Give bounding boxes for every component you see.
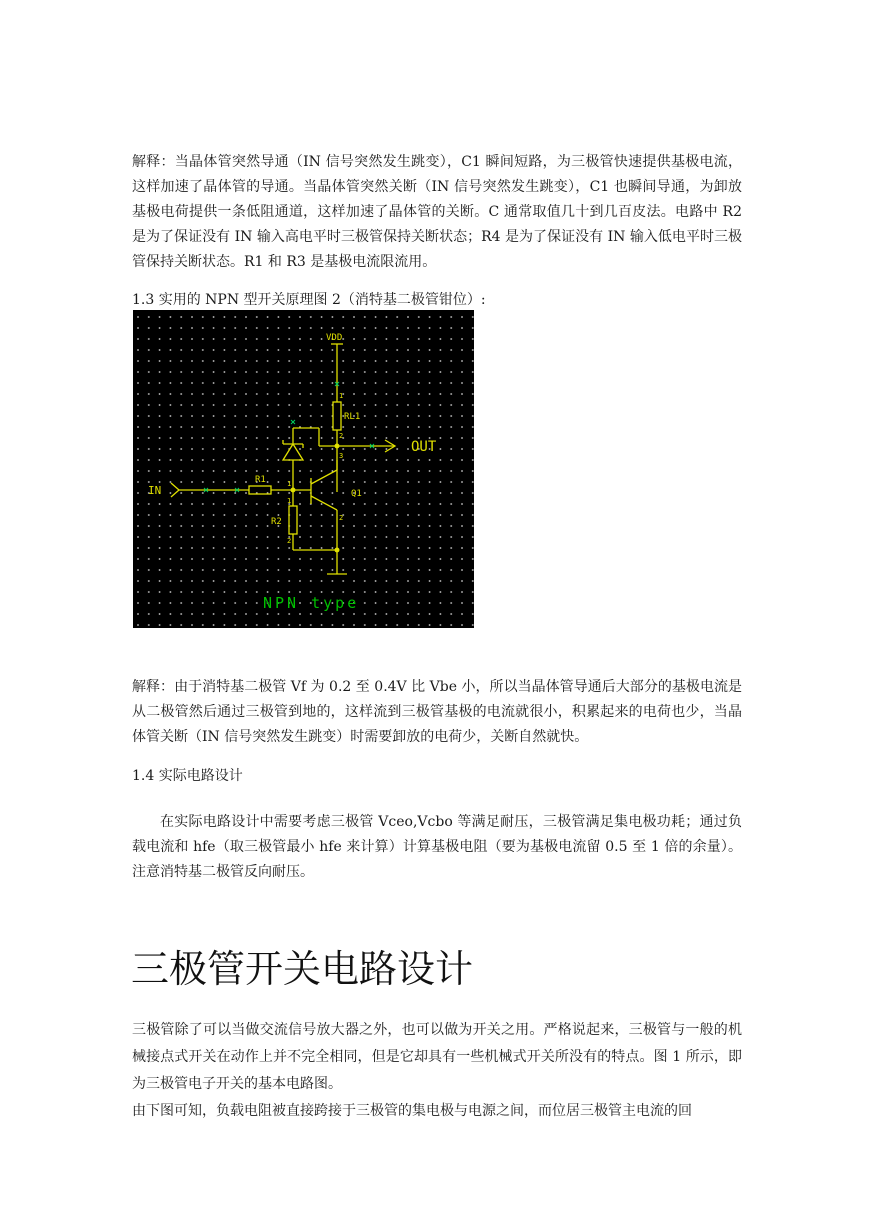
vdd-label: VDD <box>326 333 343 343</box>
pin-label: 1 <box>287 497 292 505</box>
pin-label: 3 <box>339 452 344 460</box>
section-heading-1-4: 1.4 实际电路设计 <box>132 768 243 784</box>
rl1-label: RL1 <box>344 412 361 422</box>
paragraph-intro: 三极管除了可以当做交流信号放大器之外，也可以做为开关之用。严格说起来，三极管与一般的机械接点式开关在动作上并不完全相同，但是它却具有一些机械式开关所没有的特点。图 1 所示，即为三极管电子开关的基本电路图。 <box>132 1022 742 1092</box>
section-heading-1-3: 1.3 实用的 NPN 型开关原理图 2（消特基二极管钳位）: <box>132 292 486 308</box>
out-label: OUT <box>411 439 437 455</box>
pin-label: 1 <box>287 480 292 488</box>
pin-label: 2 <box>339 514 344 522</box>
paragraph-load-resistor: 由下图可知，负载电阻被直接跨接于三极管的集电极与电源之间，而位居三极管主电流的回 <box>132 1103 692 1119</box>
pin-label: 1 <box>339 392 344 400</box>
in-label: IN <box>148 484 162 497</box>
schematic-svg <box>133 310 474 628</box>
page-title: 三极管开关电路设计 <box>131 947 474 991</box>
schematic-caption: NPN type <box>263 594 360 612</box>
pin-label: 2 <box>287 537 292 545</box>
npn-schematic-figure <box>133 310 474 628</box>
paragraph-explanation-1: 解释：当晶体管突然导通（IN 信号突然发生跳变），C1 瞬间短路，为三极管快速提供基极电流，这样加速了晶体管的导通。当晶体管突然关断（IN 信号突然发生跳变），C1 也瞬间导通，为卸放基极电荷提供一条低阻通道，这样加速了晶体管的关断。C 通常取值几十到几百皮法。电路中 R2 是为了保证没有 IN 输入高电平时三极管保持关断状态；R4 是为了保证没有 IN 输入低电平时三极管保持关断状态。R1 和 R3 是基极电流限流用。 <box>132 154 742 270</box>
q1-label: Q1 <box>351 489 362 499</box>
r1-label: R1 <box>255 475 266 485</box>
paragraph-explanation-2: 解释：由于消特基二极管 Vf 为 0.2 至 0.4V 比 Vbe 小，所以当晶体管导通后大部分的基极电流是从二极管然后通过三极管到地的，这样流到三极管基极的电流就很小，积累起来的电荷也少，当晶体管关断（IN 信号突然发生跳变）时需要卸放的电荷少，关断自然就快。 <box>132 679 742 745</box>
paragraph-circuit-design: 在实际电路设计中需要考虑三极管 Vceo,Vcbo 等满足耐压，三极管满足集电极功耗；通过负载电流和 hfe（取三极管最小 hfe 来计算）计算基极电阻（要为基极电流留 0.5 至 1 倍的余量）。注意消特基二极管反向耐压。 <box>132 814 742 880</box>
r2-label: R2 <box>271 517 282 527</box>
pin-label: 2 <box>339 432 344 440</box>
